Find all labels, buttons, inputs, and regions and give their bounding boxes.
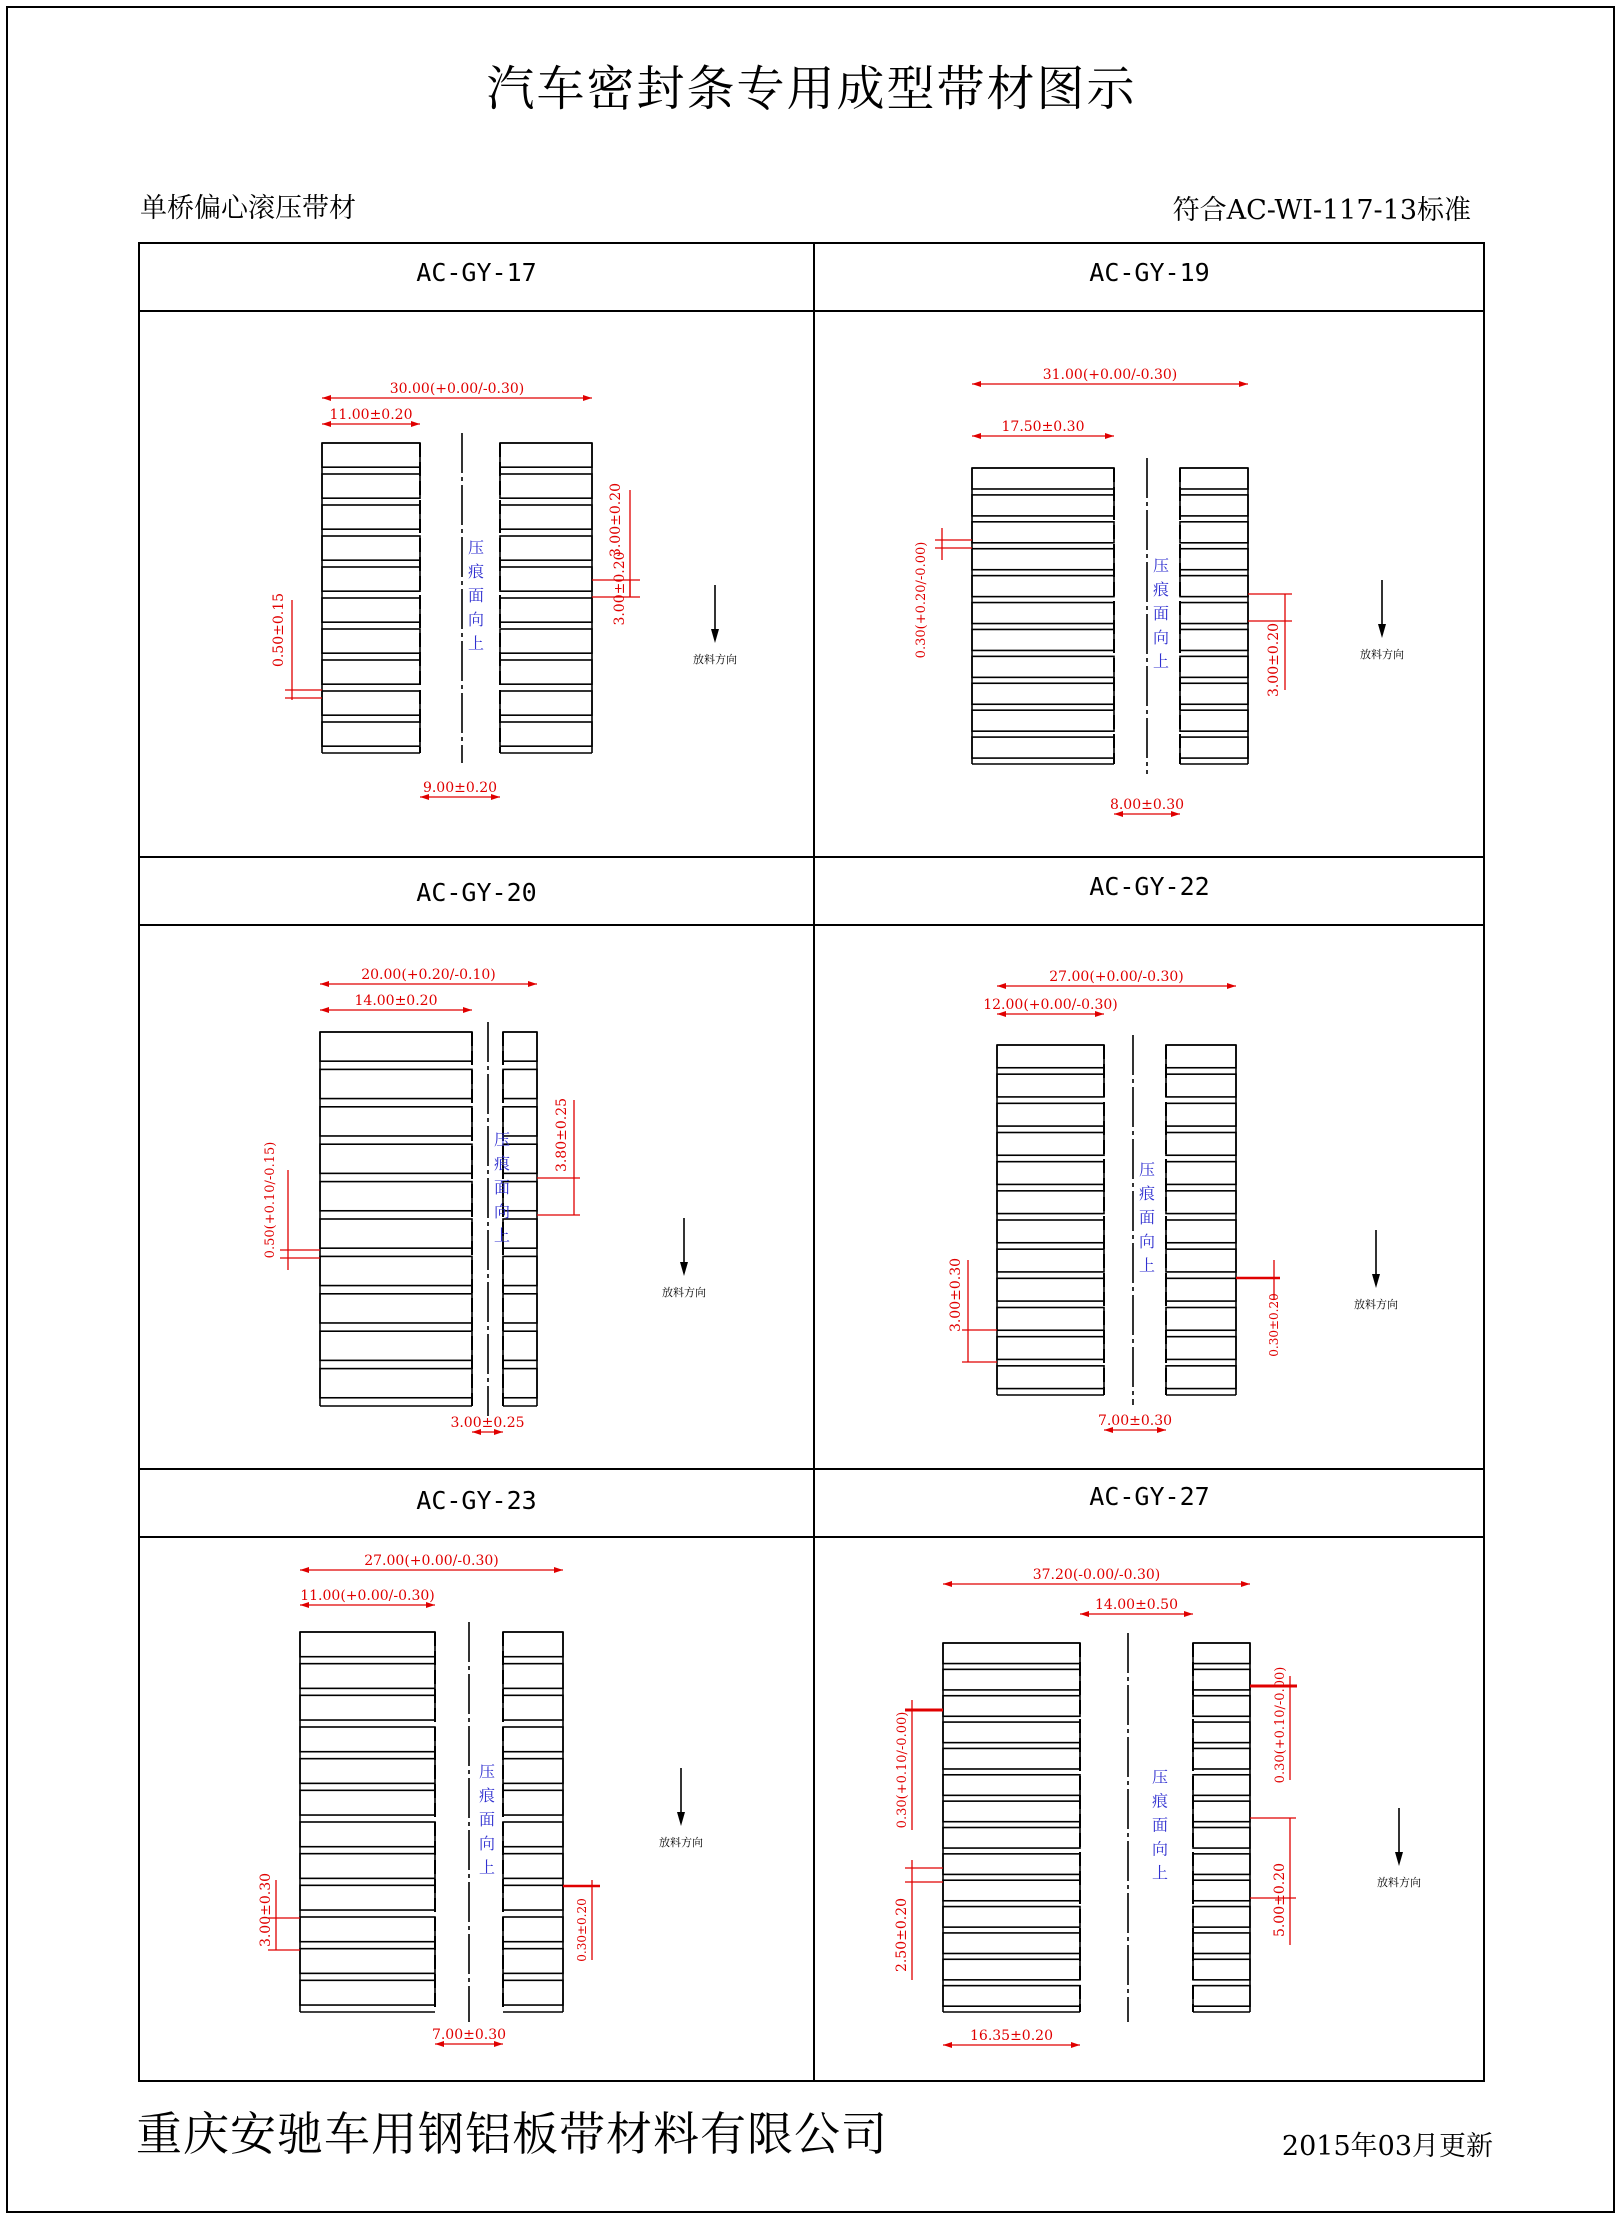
strip-tab [1180,468,1248,489]
strip-tab [943,1669,1080,1690]
strip-tab [972,549,1114,570]
note-char: 向 [1152,628,1170,647]
strip-tab [500,474,592,498]
feed-arrow-head [680,1262,688,1276]
strip-tab [1166,1133,1236,1156]
subtitle-right: 符合AC-WI-117-13标准 [1172,195,1471,226]
dimension-arrow [320,981,329,987]
dimension-arrow [1227,983,1236,989]
strip-tab [503,1632,563,1657]
note-char: 痕 [493,1154,511,1173]
strip-tab [300,1822,435,1847]
note-char: 痕 [1151,1791,1169,1811]
strip-tab [1180,737,1248,758]
strip-tab [322,567,420,591]
dim-total: 20.00(+0.20/-0.10) [361,967,496,983]
dim-total: 30.00(+0.00/-0.30) [389,381,525,397]
strip-tab [322,598,420,622]
dim-center: 8.00±0.30 [1109,797,1185,813]
dim-groove-2: 0.30(+0.10/-0.00) [1273,1666,1288,1784]
strip-tab [943,1959,1080,1980]
strip-tab [943,1854,1080,1875]
strip-tab [1193,1828,1250,1849]
strip-tab [1193,1748,1250,1769]
feed-arrow-head [1372,1274,1380,1288]
part-code-header: AC-GY-20 [416,878,537,907]
note-char: 上 [467,634,485,653]
dimension-arrow [583,395,592,401]
strip-tab [503,1822,563,1847]
strip-tab [997,1133,1104,1156]
strip-tab [943,1722,1080,1743]
strip-tab [320,1256,472,1285]
strip-tab [1193,1643,1250,1664]
dim-groove: 0.50±0.15 [271,592,287,668]
note-char: 压 [493,1130,511,1149]
strip-tab [997,1220,1104,1243]
strip-tab [503,1980,563,2005]
strip-tab [1166,1045,1236,1068]
strip-tab [500,443,592,467]
strip-tab [503,1885,563,1910]
dim-center: 3.00±0.25 [450,1415,525,1431]
strip-tab [322,629,420,653]
dimension-arrow [1239,381,1248,387]
strip-tab [1166,1103,1236,1126]
strip-tab [997,1045,1104,1068]
strip-tab [1193,1696,1250,1717]
strip-tab [1166,1337,1236,1360]
strip-tab [1193,1722,1250,1743]
strip-tab [1180,576,1248,597]
strip-tab [500,722,592,746]
strip-tab [1193,1775,1250,1796]
dim-total: 27.00(+0.00/-0.30) [364,1553,499,1569]
strip-tab [1193,1880,1250,1901]
dim-total: 27.00(+0.00/-0.30) [1049,969,1184,985]
part-code-header: AC-GY-19 [1089,258,1210,287]
strip-tab [972,656,1114,677]
note-char: 向 [478,1834,496,1853]
strip-tab [300,1632,435,1657]
note-char: 痕 [1152,580,1170,599]
strip-tab [972,495,1114,516]
strip-tab [943,1696,1080,1717]
strip-tab [503,1949,563,1974]
note-char: 压 [467,538,485,557]
strip-tab [972,629,1114,650]
strip-tab [1180,629,1248,650]
strip-tab [1180,495,1248,516]
strip-tab [300,1664,435,1689]
dimension-arrow [997,983,1006,989]
note-char: 痕 [467,562,485,581]
strip-tab [503,1069,537,1098]
note-char: 压 [1151,1767,1169,1787]
strip-tab [1180,549,1248,570]
feed-direction-label: 放料方向 [1377,1876,1421,1889]
note-char: 面 [1151,1815,1169,1835]
note-char: 面 [1152,604,1170,623]
dimension-arrow [1071,2042,1080,2048]
strip-tab [997,1191,1104,1214]
strip-tab [997,1074,1104,1097]
page-title: 汽车密封条专用成型带材图示 [486,61,1137,117]
dim-pitch-text: 3.00±0.20 [608,482,624,558]
part-code-header: AC-GY-22 [1089,872,1210,901]
dimension-arrow [463,1007,472,1013]
strip-tab [503,1032,537,1061]
strip-tab [500,505,592,529]
strip-tab [1193,1907,1250,1928]
strip-tab [300,1980,435,2005]
dim-pitch: 3.00±0.20 [1266,622,1282,698]
feed-direction-label: 放料方向 [662,1286,706,1299]
note-char: 向 [1151,1839,1169,1859]
strip-tab [943,1801,1080,1822]
subtitle-left: 单桥偏心滚压带材 [140,193,356,224]
strip-tab [322,474,420,498]
strip-tab [943,1643,1080,1664]
strip-tab [943,1775,1080,1796]
dimension-arrow [1105,433,1114,439]
strip-tab [503,1854,563,1879]
strip-tab [972,576,1114,597]
strip-tab [1166,1162,1236,1185]
strip-tab [1180,710,1248,731]
strip-tab [997,1308,1104,1331]
note-char: 上 [1151,1863,1169,1883]
dim-side: 11.00(+0.00/-0.30) [300,1588,435,1604]
note-char: 压 [478,1762,496,1781]
dim-pitch-2: 2.50±0.20 [894,1897,910,1973]
dim-pitch: 3.00±0.20 [612,551,628,626]
dim-pitch: 3.00±0.30 [948,1257,964,1333]
strip-tab [300,1854,435,1879]
strip-tab [320,1294,472,1323]
strip-tab [320,1219,472,1248]
strip-tab [322,536,420,560]
strip-tab [997,1103,1104,1126]
strip-tab [997,1162,1104,1185]
dimension-arrow [1241,1581,1250,1587]
company-name: 重庆安驰车用钢铝板带材料有限公司 [136,2107,888,2161]
dimension-arrow [1184,1611,1193,1617]
strip-tab [972,468,1114,489]
strip-tab [1193,1959,1250,1980]
strip-tab [1193,1669,1250,1690]
strip-tab [972,522,1114,543]
strip-tab [320,1069,472,1098]
strip-tab [503,1727,563,1752]
update-date: 2015年03月更新 [1281,2131,1493,2162]
strip-tab [972,603,1114,624]
strip-tab [1166,1074,1236,1097]
dim-total: 31.00(+0.00/-0.30) [1042,367,1178,383]
strip-tab [1180,522,1248,543]
strip-tab [320,1107,472,1136]
dim-total: 37.20(-0.00/-0.30) [1032,1567,1161,1583]
strip-tab [503,1759,563,1784]
part-code-header: AC-GY-23 [416,1486,537,1515]
dim-groove: 0.30(+0.10/-0.00) [895,1711,910,1829]
strip-tab [322,691,420,715]
strip-tab [320,1182,472,1211]
feed-arrow-head [711,629,719,643]
note-char: 向 [493,1202,511,1221]
strip-tab [322,443,420,467]
feed-direction-label: 放料方向 [659,1836,703,1849]
strip-tab [322,505,420,529]
strip-tab [500,567,592,591]
dimension-arrow [943,2042,952,2048]
note-char: 面 [1138,1208,1156,1227]
strip-tab [1166,1191,1236,1214]
strip-tab [300,1759,435,1784]
strip-tab [503,1790,563,1815]
strip-tab [1166,1249,1236,1272]
note-char: 面 [478,1810,496,1829]
strip-tab [500,660,592,684]
dim-side: 11.00±0.20 [329,407,413,423]
strip-tab [1180,656,1248,677]
dimension-arrow [300,1567,309,1573]
strip-tab [1166,1366,1236,1389]
strip-tab [503,1917,563,1942]
note-char: 压 [1138,1160,1156,1179]
dim-groove: 0.50(+0.10/-0.15) [263,1141,278,1259]
strip-tab [1180,683,1248,704]
note-char: 痕 [478,1786,496,1805]
strip-tab [500,691,592,715]
dim-side: 17.50±0.30 [1001,419,1085,435]
dim-center: 14.00±0.50 [1095,1597,1178,1613]
dimension-arrow [972,433,981,439]
note-char: 痕 [1138,1184,1156,1203]
dim-pitch: 5.00±0.20 [1272,1862,1288,1938]
strip-tab [300,1885,435,1910]
strip-tab [503,1294,537,1323]
dim-center: 9.00±0.20 [422,780,498,796]
strip-tab [997,1278,1104,1301]
note-char: 上 [1152,652,1170,671]
note-char: 上 [478,1858,496,1877]
note-char: 向 [1138,1232,1156,1251]
strip-tab [320,1369,472,1398]
strip-tab [320,1331,472,1360]
strip-tab [1166,1220,1236,1243]
strip-tab [503,1331,537,1360]
strip-tab [322,660,420,684]
strip-tab [322,722,420,746]
strip-tab [1166,1278,1236,1301]
strip-tab [300,1790,435,1815]
part-code-header: AC-GY-17 [416,258,537,287]
feed-arrow-head [1395,1852,1403,1866]
strip-tab [943,1748,1080,1769]
strip-tab [300,1727,435,1752]
strip-tab [503,1695,563,1720]
strip-tab [500,598,592,622]
dim-center: 7.00±0.30 [1097,1413,1173,1429]
dim-groove: 0.30±0.20 [1267,1293,1281,1357]
note-char: 面 [493,1178,511,1197]
dim-groove: 0.30(+0.20/-0.00) [914,541,929,659]
strip-tab [997,1366,1104,1389]
strip-tab [500,536,592,560]
dimension-arrow [1080,1611,1089,1617]
note-char: 向 [467,610,485,629]
strip-tab [1180,603,1248,624]
strip-tab [503,1369,537,1398]
strip-tab [1193,1854,1250,1875]
strip-tab [997,1337,1104,1360]
strip-tab [972,737,1114,758]
strip-tab [943,1828,1080,1849]
dimension-arrow [528,981,537,987]
strip-tab [300,1917,435,1942]
strip-tab [320,1032,472,1061]
strip-tab [503,1664,563,1689]
strip-tab [943,1933,1080,1954]
strip-tab [503,1256,537,1285]
strip-tab [943,1986,1080,2007]
dimension-arrow [972,381,981,387]
dim-side: 16.35±0.20 [970,2028,1053,2044]
feed-arrow-head [677,1812,685,1826]
dim-pitch: 3.00±0.30 [258,1872,274,1948]
dim-side: 14.00±0.20 [354,993,438,1009]
dimension-arrow [320,1007,329,1013]
dimension-arrow [322,395,331,401]
feed-direction-label: 放料方向 [693,653,737,666]
strip-tab [300,1949,435,1974]
dimension-arrow [554,1567,563,1573]
feed-direction-label: 放料方向 [1360,648,1404,661]
strip-tab [972,710,1114,731]
note-char: 上 [493,1226,511,1245]
dim-groove: 0.30±0.20 [575,1898,589,1962]
strip-tab [972,683,1114,704]
part-code-header: AC-GY-27 [1089,1482,1210,1511]
strip-tab [320,1144,472,1173]
strip-tab [943,1880,1080,1901]
dim-center: 7.00±0.30 [431,2027,507,2043]
strip-tab [500,629,592,653]
note-char: 上 [1138,1256,1156,1275]
dim-pitch: 3.80±0.25 [554,1097,570,1173]
feed-direction-label: 放料方向 [1354,1298,1398,1311]
strip-tab [1193,1801,1250,1822]
strip-tab [1193,1986,1250,2007]
strip-tab [300,1695,435,1720]
feed-arrow-head [1378,624,1386,638]
strip-tab [997,1249,1104,1272]
note-char: 压 [1152,556,1170,575]
dimension-arrow [943,1581,952,1587]
dim-side: 12.00(+0.00/-0.30) [983,997,1118,1013]
strip-tab [943,1907,1080,1928]
strip-tab [1166,1308,1236,1331]
strip-tab [1193,1933,1250,1954]
note-char: 面 [467,586,485,605]
